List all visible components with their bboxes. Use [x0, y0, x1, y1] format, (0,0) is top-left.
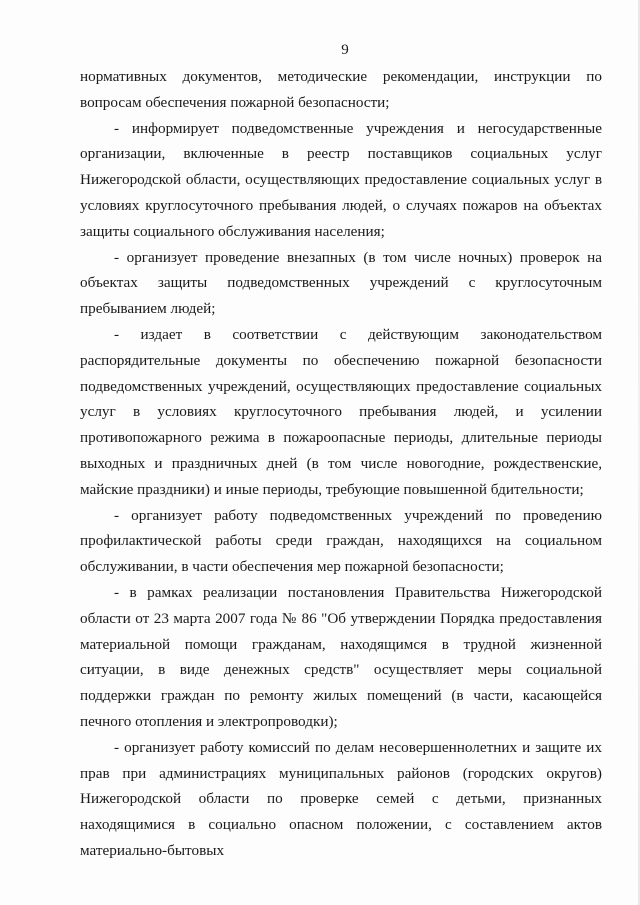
- paragraph-inspections: - организует проведение внезапных (в том числе ночных) проверок на объектах защиты подведомственных учреждений с круглосуточным пребыванием людей;: [80, 248, 602, 318]
- document-body: [80, 64, 602, 864]
- paragraph-informs: - информирует подведомственные учреждения и негосударственные организации, включенные в реестр поставщиков социальных услуг Нижегородской области, осуществляющих предоставление социальных услуг в условиях круглосуточного пребывания людей, о случаях пожаров на объектах защиты социального обслуживания населения;: [80, 119, 602, 240]
- paragraph-preventive-work: - организует работу подведомственных учреждений по проведению профилактической работы среди граждан, находящихся на социальном обслуживании, в части обеспечения мер пожарной безопасности;: [80, 506, 602, 576]
- paragraph-issues-documents: - издает в соответствии с действующим законодательством распорядительные документы по обеспечению пожарной безопасности подведомственных учреждений, осуществляющих предоставление социальных услуг в условиях круглосуточного пребывания людей, и усилении противопожарного режима в пожароопасные периоды, длительные периоды выходных и праздничных дней (в том числе новогодние, рождественские, майские праздники) и иные периоды, требующие повышенной бдительности;: [80, 325, 602, 498]
- paragraph-continuation: нормативных документов, методические рекомендации, инструкции по вопросам обеспечения пожарной безопасности;: [80, 68, 602, 111]
- page-number: 9: [341, 42, 349, 58]
- paragraph-commissions: - организует работу комиссий по делам несовершеннолетних и защите их прав при администрациях муниципальных районов (городских округов) Нижегородской области по проверке семей с детьми, признанных находящимися в социально опасном положении, с составлением актов материально-бытовых: [80, 738, 602, 859]
- paragraph-social-support: - в рамках реализации постановления Правительства Нижегородской области от 23 марта 2007 года № 86 "Об утверждении Порядка предоставления материальной помощи гражданам, находящимся в трудной жизненной ситуации, в виде денежных средств" осуществляет меры социальной поддержки граждан по ремонту жилых помещений (в части, касающейся печного отопления и электропроводки);: [80, 583, 602, 730]
